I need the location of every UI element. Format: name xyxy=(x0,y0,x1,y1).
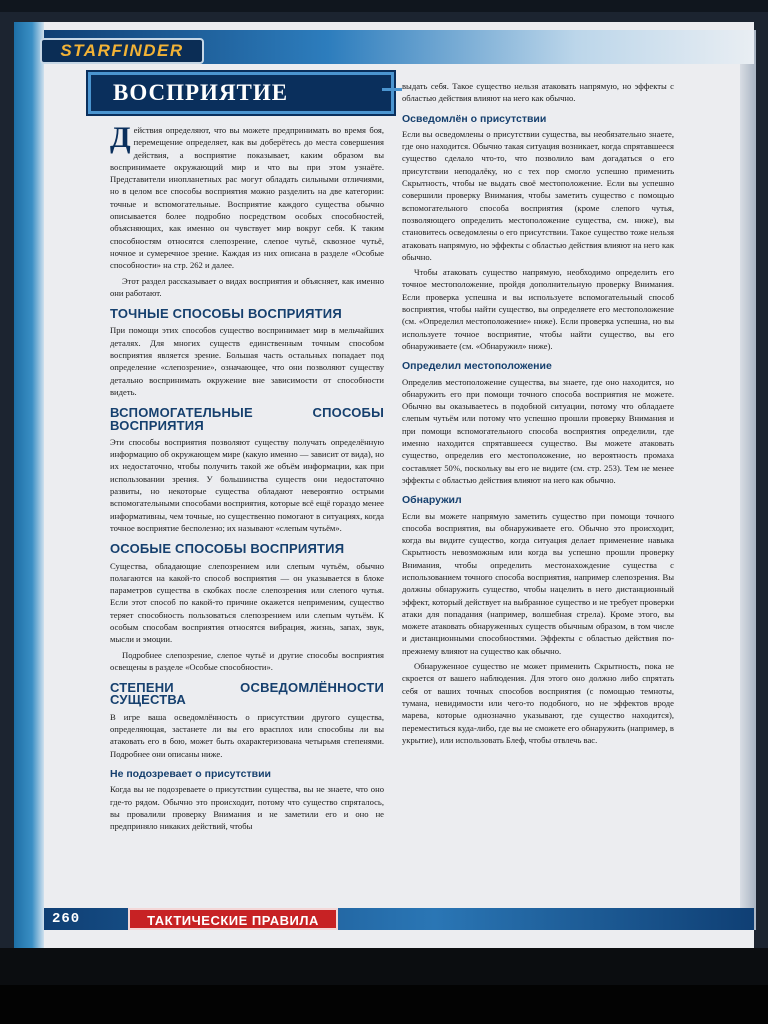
heading-special-senses: ОСОБЫЕ СПОСОБЫ ВОСПРИЯТИЯ xyxy=(110,541,345,557)
heading-aware: Осведомлён о присутствии xyxy=(402,112,547,125)
heading-unaware: Не подозревает о присутствии xyxy=(110,767,271,780)
right-column xyxy=(402,80,674,749)
heading-observed: Обнаружил xyxy=(402,494,462,507)
observed-text: Если вы можете напрямую заметить существо при помощи точного способа восприятия, вы обнаруживаете его. Обычно это происходит, когда вы видите существо, когда ситуация делает применение навыка Скрытность невозможным или когда вы успешно прошли проверку Внимания, чтобы определить местонахождение существа с использованием точного способа восприятия, например слепозрения. Вы должны обнаружить существо, чтобы нацелить в него дистанционный эффект, который действует на выбранное существо и не требует проверки атаки для попадания (например, волшебная стрела). Кроме этого, вы можете атаковать обнаруженных существ обычным образом, в том числе и дистанционными способностями. Эффекты с областью действия по-прежнему влияют на существо как обычно. xyxy=(402,510,674,656)
title-accent-line xyxy=(382,88,402,91)
page-number: 260 xyxy=(52,911,81,927)
heading-precise-senses: ТОЧНЫЕ СПОСОБЫ ВОСПРИЯТИЯ xyxy=(110,306,342,322)
special-senses-text-2: Подробнее слепозрение, слепое чутьё и другие способы восприятия освещены в разделе «Особые способности». xyxy=(110,649,384,672)
drop-cap: Д xyxy=(110,121,131,154)
unaware-text: Когда вы не подозреваете о присутствии существа, вы не знаете, что оно где-то рядом. Обычно это происходит, потому что существо спряталось, вы провалили проверку Внимания и не заметили его и оно не предприняло никаких действий, чтобы xyxy=(110,784,384,832)
chapter-title-box xyxy=(88,72,394,114)
left-column xyxy=(110,121,384,835)
precise-senses-text: При помощи этих способов существо воспринимает мир в мельчайших деталях. Для многих существ единственным точным способом восприятия является зрение. Большая часть остальных попадает под определение «слепозрение», означающее, что они позволяют существу детально воспринимать окружение вне зависимости от способности видеть. xyxy=(110,325,384,397)
page-left-frame xyxy=(14,22,44,952)
aware-text-2: Чтобы атаковать существо напрямую, необходимо определить его точное местоположение, пройдя дополнительную проверку Внимания. Если проверка успешна и вы используете вспомогательный способ восприятия, чтобы найти существо, вы определяете его местоположение (см. «Определил местоположение» ниже). Если проверка успешна, но вы используете точное восприятие, чтобы найти существо, вы его обнаруживаете (см. «Обнаружил» ниже). xyxy=(402,267,674,351)
footer-section-label: ТАКТИЧЕСКИЕ ПРАВИЛА xyxy=(128,908,338,930)
pinpointed-text: Определив местоположение существа, вы знаете, где оно находится, но обнаружить его при помощи точного способа восприятия не можете. Обычно вы оказываетесь в подобной ситуации, потому что обладаете слепым чутьём или потому что успешно прошли проверку Внимания и при помощи вспомогательного способа восприятия определили, где именно находится спрятавшееся существо. Вы можете атаковать существо, определив его местоположение, но вероятность промаха составляет 50%, поскольку вы его не видите (см. стр. 253). Тем не менее эффекты с областью действия влияют на него как обычно. xyxy=(402,376,674,485)
starfinder-logo: STARFINDER xyxy=(40,38,204,64)
scan-border-bottom-dark xyxy=(0,985,768,1024)
intro-paragraph-2: Этот раздел рассказывает о видах восприятия и объясняет, как именно они работают. xyxy=(110,275,384,298)
page-right-frame xyxy=(740,30,756,930)
heading-awareness-levels: СТЕПЕНИ ОСВЕДОМЛЁННОСТИ СУЩЕСТВА xyxy=(110,680,384,708)
intro-paragraph: Действия определяют, что вы можете предпринимать во время боя, перемещение определяет, как вы доберётесь до места совершения действия, а восприятие показывает, каким образом вы воспринимаете окружающий мир и что вы при этом узнаёте. Представители инопланетных рас могут обладать сильными отличиями, но в целом все способы восприятия можно разделить на две категории: точные и вспомогательные. Восприятие каждого существа обычно описывается более подробно посредством особых способностей, объясняющих, как именно он чувствует мир вокруг себя. К таким способностям относятся слепозрение, слепое чутьё, сквозное чутьё, ночное и сумеречное зрение. Каждая из них описана в разделе «Особые способности» на стр. 262 и далее. xyxy=(110,121,384,271)
aware-text: Если вы осведомлены о присутствии существа, вы необязательно знаете, где оно находится. Обычно такая ситуация возникает, когда спрятавшееся существо сделало что-то, что позволило вам догадаться о его присутствии неподалёку, но с тех пор смогло успешно применить Скрытность, чтобы не выдать своё местоположение. Если вы успешно совершили проверку Внимания, чтобы заметить существо с помощью вспомогательного способа восприятия (кроме слепого чутья, позволяющего определить местоположение существа, см. ниже), вы становитесь осведомлены о его присутствии. Такое существо тоже нельзя атаковать напрямую, но эффекты с областью действия влияют на него как обычно. xyxy=(402,128,674,262)
scan-border-top xyxy=(0,0,768,12)
continued-text: выдать себя. Такое существо нельзя атаковать напрямую, но эффекты с областью действия влияют на него как обычно. xyxy=(402,81,674,104)
page-title: ВОСПРИЯТИЕ xyxy=(113,80,289,105)
awareness-levels-text: В игре ваша осведомлённость о присутствии другого существа, определяющая, застанете ли вы его врасплох или способны ли вы атаковать его в бою, может быть охарактеризована четырьмя степенями. Подробнее они описаны ниже. xyxy=(110,711,384,759)
heading-imprecise-senses: ВСПОМОГАТЕЛЬНЫЕ СПОСОБЫ ВОСПРИЯТИЯ xyxy=(110,405,384,433)
observed-text-2: Обнаруженное существо не может применить Скрытность, пока не скроется от вашего наблюдения. Для этого оно должно либо спрятать себя от ваших точных способов восприятия (с помощью темноты, тумана, невидимости или чего-то подобного, но не эффектов вроде марева, которые однозначно указывают, где существо находится), переместиться куда-либо, где вы не сможете его обнаружить (например, в укрытие), или использовать Блеф, чтобы отвлечь вас. xyxy=(402,661,674,745)
heading-pinpointed: Определил местоположение xyxy=(402,360,552,373)
special-senses-text: Существа, обладающие слепозрением или слепым чутьём, обычно полагаются на какой-то способ восприятия — он указывается в блоке параметров существа в скобках после слепозрения или слепого чутья. Если этот способ по какой-то причине окажется неприменим, существо теряет способность пользоваться слепозрением или слепым чутьём. К особым способам восприятия относятся вибрация, жизнь, запах, звук, мысли и эмоции. xyxy=(110,560,384,645)
imprecise-senses-text: Эти способы восприятия позволяют существу получать определённую информацию об окружающем мире (какую именно — зависит от вида), но их недостаточно, чтобы получить такой же объём информации, как при использовании зрения. У большинства существ они недостаточно развиты, но некоторые существа обладают невероятно острыми вспомогательными способами восприятия, которые всё ещё гораздо менее информативны, чем точные, но существенно помогают в ситуациях, когда точное восприятие бесполезно; их называют «слепым чутьём». xyxy=(110,436,384,533)
